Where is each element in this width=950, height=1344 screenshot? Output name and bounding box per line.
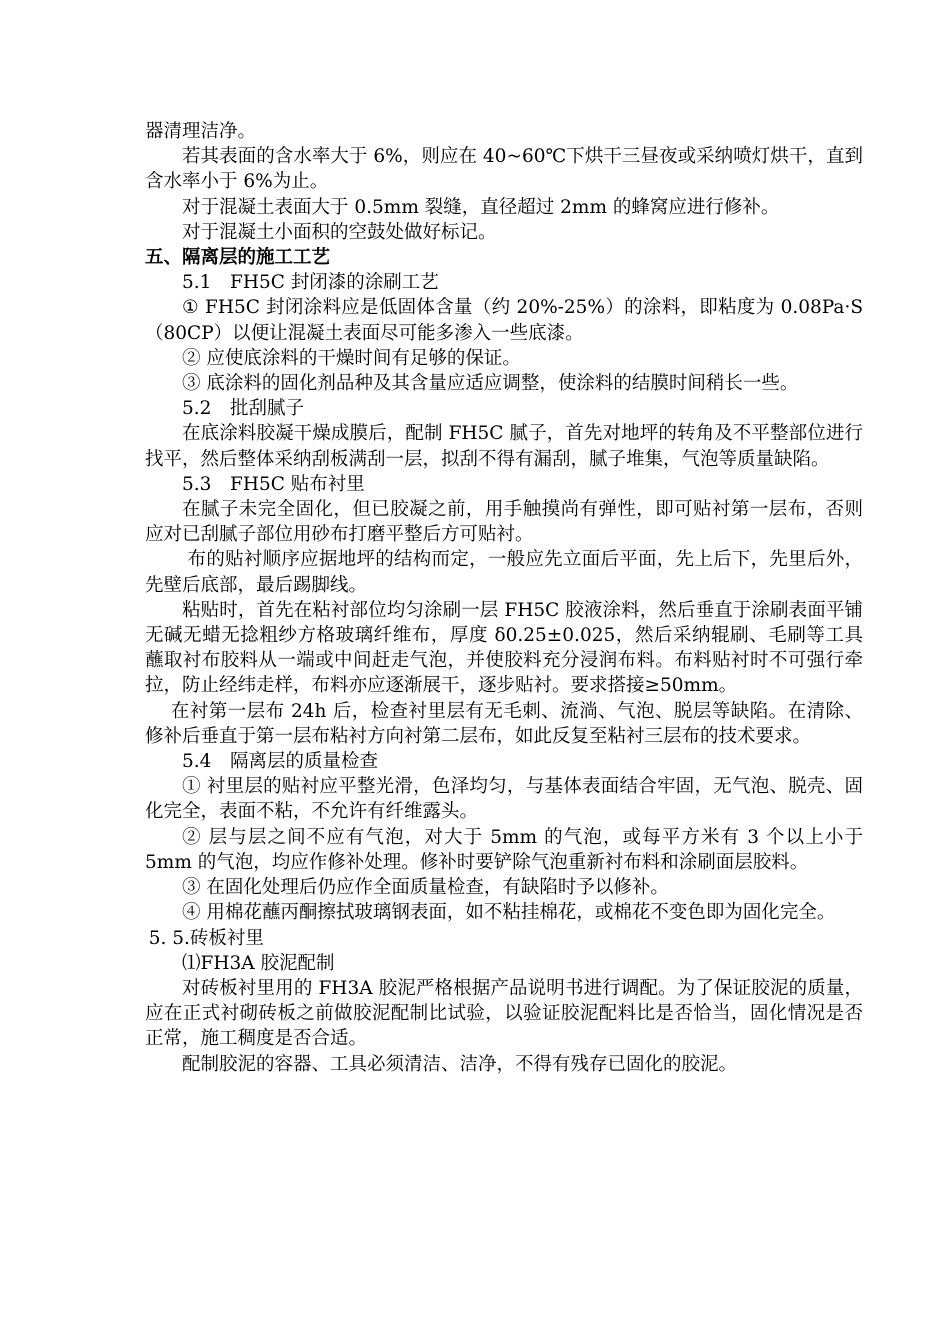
paragraph: ④ 用棉花蘸丙酮擦拭玻璃钢表面，如不粘挂棉花，或棉花不变色即为固化完全。	[182, 902, 836, 924]
subsection-title: FH5C 贴布衬里	[230, 473, 365, 495]
subsection-number: 5.4	[182, 751, 212, 773]
paragraph: ③ 在固化处理后仍应作全面质量检查，有缺陷时予以修补。	[182, 877, 669, 899]
paragraph: 配制胶泥的容器、工具必须清洁、洁净，不得有残存已固化的胶泥。	[182, 1053, 738, 1075]
paragraph: 粘贴时，首先在粘衬部位均匀涂刷一层 FH5C 胶液涂料，然后垂直于涂刷表面平铺无碱无蜡无捻粗纱方格玻璃纤维布，厚度 δ0.25±0.025，然后采纳辊刷、毛刷等工具蘸取衬布胶料从一端或中间赶走气泡，并使胶料充分浸润布料。布料贴衬时不可强行牵拉，防止经纬走样，布料亦应逐渐展干，逐步贴衬。要求搭接≥50mm。	[145, 599, 863, 697]
paragraph: 布的贴衬顺序应据地坪的结构而定，一般应先立面后平面，先上后下，先里后外，先壁后底部，最后踢脚线。	[145, 549, 863, 596]
document-body	[145, 119, 863, 1077]
paragraph: 在腻子未完全固化，但已胶凝之前，用手触摸尚有弹性，即可贴衬第一层布，否则应对已刮腻子部位用砂布打磨平整后方可贴衬。	[145, 499, 863, 546]
subsection-heading	[145, 472, 863, 497]
subsection-heading	[145, 396, 863, 421]
paragraph: ② 应使底涂料的干燥时间有足够的保证。	[182, 347, 521, 369]
subsection-number: 5.3	[182, 473, 212, 495]
subsection-title: FH5C 封闭漆的涂刷工艺	[230, 272, 439, 294]
paragraph: 对于混凝土表面大于 0.5mm 裂缝，直径超过 2mm 的蜂窝应进行修补。	[182, 196, 780, 218]
subsection-heading: ⑴FH3A 胶泥配制	[182, 952, 335, 974]
paragraph: 若其表面的含水率大于 6%，则应在 40~60℃下烘干三昼夜或采纳喷灯烘干，直到含水率小于 6%为止。	[145, 146, 863, 193]
paragraph: ① 衬里层的贴衬应平整光滑，色泽均匀，与基体表面结合牢固，无气泡、脱壳、固化完全，表面不粘，不允许有纤维露头。	[145, 776, 863, 823]
paragraph: 器清理洁净。	[145, 121, 257, 142]
subsection-number: 5.2	[182, 398, 212, 420]
paragraph: ① FH5C 封闭涂料应是低固体含量（约 20%-25%）的涂料，即粘度为 0.08Pa·S（80CP）以便让混凝土表面尽可能多渗入一些底漆。	[145, 297, 863, 344]
subsection-title: 隔离层的质量检查	[230, 751, 379, 773]
paragraph: 对于混凝土小面积的空鼓处做好标记。	[182, 221, 497, 243]
paragraph: 在底涂料胶凝干燥成膜后，配制 FH5C 腻子，首先对地坪的转角及不平整部位进行找平，然后整体采纳刮板满刮一层，拟刮不得有漏刮，腻子堆集，气泡等质量缺陷。	[145, 423, 863, 470]
subsection-number: 5.1	[182, 272, 212, 294]
paragraph: ② 层与层之间不应有气泡，对大于 5mm 的气泡，或每平方米有 3 个以上小于 5mm 的气泡，均应作修补处理。修补时要铲除气泡重新衬布料和涂刷面层胶料。	[145, 826, 863, 873]
paragraph: 在衬第一层布 24h 后，检查衬里层有无毛刺、流淌、气泡、脱层等缺陷。在清除、修补后垂直于第一层布粘衬方向衬第二层布，如此反复至粘衬三层布的技术要求。	[145, 700, 863, 747]
subsection-heading: 5. 5.砖板衬里	[148, 927, 264, 949]
subsection-heading	[145, 270, 863, 295]
subsection-title: 批刮腻子	[230, 398, 305, 420]
section-heading: 五、隔离层的施工工艺	[145, 247, 331, 269]
paragraph: ③ 底涂料的固化剂品种及其含量应适应调整，使涂料的结膜时间稍长一些。	[182, 373, 799, 395]
paragraph: 对砖板衬里用的 FH3A 胶泥严格根据产品说明书进行调配。为了保证胶泥的质量，应在正式衬砌砖板之前做胶泥配制比试验，以验证胶泥配料比是否恰当，固化情况是否正常，施工稠度是否合适。	[145, 977, 863, 1050]
subsection-heading	[145, 749, 863, 774]
